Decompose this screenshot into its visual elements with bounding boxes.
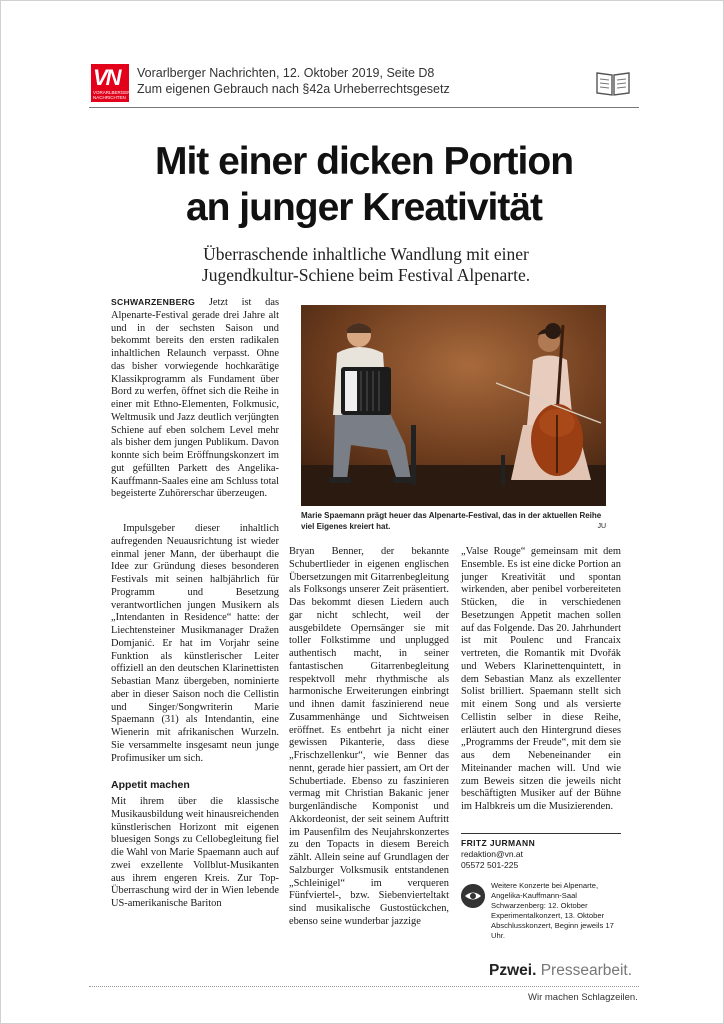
eye-icon: [461, 884, 485, 908]
author-email: redaktion@vn.at: [461, 849, 524, 859]
subheadline: Überraschende inhaltliche Wandlung mit einer Jugendkultur-Schiene beim Festival Alpenarte.: [201, 244, 531, 285]
concert-photo: [301, 305, 606, 506]
author-phone: 05572 501-225: [461, 860, 519, 870]
author-name: FRITZ JURMANN: [461, 838, 536, 848]
photo-caption: Marie Spaemann prägt heuer das Alpenarte-Festival, das in der aktuellen Reihe viel Eigenes kreiert hat. JU: [301, 511, 606, 531]
vn-logo: VN VORARLBERGER NACHRICHTEN: [93, 65, 131, 100]
book-icon: [595, 69, 631, 97]
article-column-2: [289, 546, 449, 929]
paragraph-5: „Valse Rouge“ gemeinsam mit dem Ensemble. Es ist eine dicke Portion an junger Kreativität und spontan wirkenden, aber penibel vorbereiteten Stücken, die in verschiedenen Besetzungen Appetit machen sollen auf das Folgende. Das 20. Jahrhundert ist mit Poulenc und Francaix vertreten, die Romantik mit Dvořák und Webers Klarinettenquintett, in dem Sebastian Manz als exzellenter Solist brilliert. Spaemann stellt sich mit einem Song und als versierte Cellistin selber in diese Reihe, erläutert auch den Hintergrund dieses „Programms der Freude“, mit dem sie aus dem Nebeneinander ein Miteinander machen will. Und wie zum Beweis sitzen die jeweils nicht beschäftigten Musiker auf der Bühne im Halbkreis um die Musizierenden.: [461, 546, 621, 812]
paragraph-4: Bryan Benner, der bekannte Schubertlieder in eigenen englischen Übersetzungen mit Gitarrenbegleitung als Folksongs unserer Zeit präsentiert. Das bekommt diesen Liedern auch gar nicht schlecht, weil der ausgebildete Opernsänger sie mit toller Folkstimme und unplugged authentisch macht, in seiner fantastischen Gitarrenbegleitung respektvoll mehr rhythmische als harmonische Erweiterungen einbringt und ihnen damit faszinierend neue Zusammenhänge und Sichtweisen eröffnet. Es entbehrt ja nicht einer gewissen Pikanterie, dass diese „Frischzellenkur“, wie Benner das nennt, gerade hier passiert, am Ort der Schubertiade. Ebenso zu faszinieren vermag mit Christian Bakanic jener burgenländische Komponist und Akkordeonist, der seit seinem Auftritt im Pausenfilm des Neujahrskonzertes zu den Topacts in diesem Bereich zählt. Allein seine auf Grundlagen der Salzburger Volksmusik entstandenen „Schleinigel“ im verqueren Fünfviertel-, bzw. Siebenvierteltakt sind musikalische Gustostückchen, ebenso seine wunderbar jazzige: [289, 546, 449, 927]
paragraph-1: SCHWARZENBERG Jetzt ist das Alpenarte-Festival gerade drei Jahre alt und in der sechsten Saison und bekommt bereits den ersten radikalen inhaltlichen Relaunch verpasst. Ohne das bisher vorwiegende hochkarätige Klassikprogramm als Fundament über Bord zu werfen, öffnet sich die Reihe in einer mit Ethno-Elementen, Folkmusic, Weltmusik und Jazz deutlich verjüngten Schiene auf eben solchem Level mehr als bisher dem jungen Publikum. Davon konnte sich beim Eröffnungskonzert im gut gefüllten Parkett des Angelika-Kauffmann-Saales eine am Schluss total begeisterte Zuhörerschar überzeugen.: [111, 297, 279, 500]
article-column-1: [111, 296, 279, 501]
photo-credit: JU: [597, 523, 606, 530]
header-divider: [89, 107, 639, 108]
article-column-1-cont: [111, 523, 279, 911]
author-box: [461, 838, 621, 871]
concert-info-box: [461, 881, 621, 939]
copyright-line: Zum eigenen Gebrauch nach §42a Urheberrechtsgesetz: [137, 81, 450, 96]
paragraph-2: Impulsgeber dieser inhaltlich aufregenden Neuausrichtung ist wieder einmal jener Mann, der überhaupt die Idee zur Gründung dieses besonderen Festivals mit seinen halbjährlich für Programm und Besetzung verantwortlichen jungen Musikern als „Intendanten in Residence“ hatte: der Liechtensteiner Musikmanager Dražen Domjanić. Er hat im Vorjahr seine Funktion als künstlerischer Leiter offiziell an den deutschen Klarinettisten Sebastian Manz übergeben, nominierte aber in dieser Saison noch die Cellistin und Singer/Songwriterin Marie Spaemann (31) als Intendantin, eine Wienerin mit afrikanischen Wurzeln. Sie versammelte insgesamt neun junge Profimusiker um sich.: [111, 523, 279, 764]
source-info: [137, 66, 450, 97]
pzwei-brand: Pzwei. Pressearbeit.: [489, 962, 633, 979]
headline: Mit einer dicken Portion an junger Kreativität: [154, 140, 574, 229]
section-title: Appetit machen: [111, 779, 190, 792]
article-column-3: [461, 546, 621, 814]
source-line: Vorarlberger Nachrichten, 12. Oktober 2019, Seite D8: [137, 66, 435, 80]
tagline: Wir machen Schlagzeilen.: [528, 992, 638, 1003]
author-divider: [461, 833, 621, 834]
footer-divider: [89, 986, 639, 987]
paragraph-3: Mit ihrem über die klassische Musikausbildung weit hinausreichenden künstlerischen Horizont mit eigenen bluesigen Songs zu Cellobegleitung fiel die Wahl von Marie Spaemann auch auf zwei exzellente Vollblut-Musikanten aus ihrem engeren Kreis. Zur Top-Überraschung wird der in Wien lebende US-amerikanische Bariton: [111, 796, 279, 909]
info-text: Weitere Konzerte bei Alpenarte, Angelika-Kauffmann-Saal Schwarzenberg: 12. Oktober Experimentalkonzert, 13. Oktober Abschlusskonzert, Beginn jeweils 17 Uhr.: [491, 881, 614, 940]
dateline-kicker: SCHWARZENBERG: [111, 297, 196, 307]
